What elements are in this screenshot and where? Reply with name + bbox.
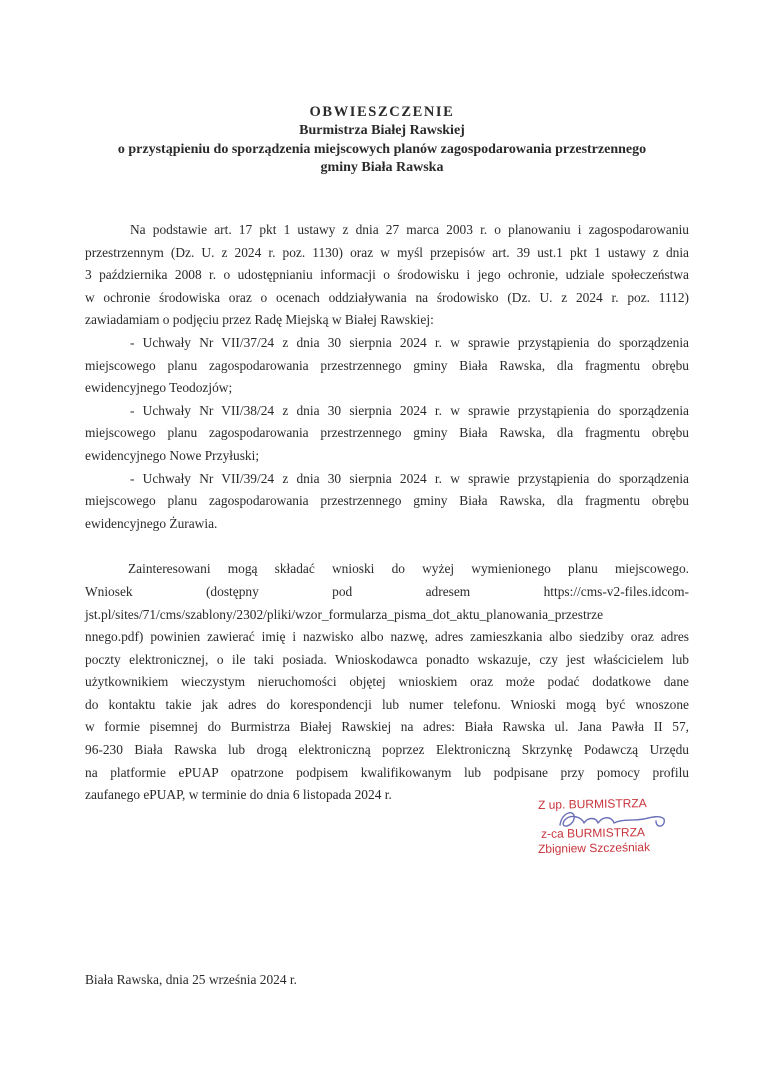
subject-line: o przystąpieniu do sporządzenia miejscowych planów zagospodarowania przestrzennego xyxy=(117,141,647,157)
resolution-line: miejscowego planu zagospodarowania przestrzennego gminy Biała Rawska, dla fragmentu obrębu xyxy=(85,425,689,441)
document-title: OBWIESZCZENIE xyxy=(309,104,455,120)
paragraph-line: Na podstawie art. 17 pkt 1 ustawy z dnia 27 marca 2003 r. o planowaniu i zagospodarowaniu xyxy=(130,222,689,237)
issuer-line: Burmistrza Białej Rawskiej xyxy=(299,123,465,138)
resolution-line: ewidencyjnego Żurawia. xyxy=(85,515,218,531)
paragraph-line: Wniosek (dostępny pod adresem https://cms-v2-files.idcom- xyxy=(85,583,689,599)
paragraph-line: 96-230 Biała Rawska lub drogą elektroniczną poprzez Elektroniczną Skrzynkę Podawczą Urzędu xyxy=(85,742,689,758)
paragraph-line: Zainteresowani mogą składać wnioski do wyżej wymienionego planu miejscowego. xyxy=(128,561,689,577)
paragraph-line: zawiadamiam o podjęciu przez Radę Miejską w Białej Rawskiej: xyxy=(85,312,434,328)
paragraph-line: jst.pl/sites/71/cms/szablony/2302/pliki/wzor_formularza_pisma_dot_aktu_planowania_przestrze xyxy=(85,606,604,622)
paragraph-line: w formie pisemnej do Burmistrza Białej Rawskiej na adres: Biała Rawska ul. Jana Pawła II 57, xyxy=(85,719,689,735)
paragraph-line: nnego.pdf) powinien zawierać imię i nazwisko albo nazwę, adres zamieszkania albo siedziby oraz adres xyxy=(85,629,689,645)
resolution-line: miejscowego planu zagospodarowania przestrzennego gminy Biała Rawska, dla fragmentu obrębu xyxy=(85,493,689,509)
paragraph-gap xyxy=(85,535,689,558)
subject-line-continued: gminy Biała Rawska xyxy=(320,160,444,175)
applications-paragraph xyxy=(85,558,689,807)
paragraph-line: do kontaktu takie jak adres do korespondencji lub numer telefonu. Wnioski mogą być wnoszone xyxy=(85,696,689,712)
paragraph-line: zaufanego ePUAP, w terminie do dnia 6 listopada 2024 r. xyxy=(85,787,392,803)
resolution-item xyxy=(85,332,689,400)
document-body xyxy=(85,219,689,807)
place-and-date: Biała Rawska, dnia 25 września 2024 r. xyxy=(85,972,297,987)
paragraph-line: na platformie ePUAP opatrzone podpisem kwalifikowanym lub podpisane przy pomocy profilu xyxy=(85,764,689,780)
document-header xyxy=(60,103,704,178)
resolution-line: ewidencyjnego Teodozjów; xyxy=(85,380,233,396)
signature-stamp xyxy=(512,797,687,865)
stamp-authorization-line: Z up. BURMISTRZA xyxy=(537,796,647,812)
stamp-deputy-line: z-ca BURMISTRZA xyxy=(540,825,646,841)
resolution-line: - Uchwały Nr VII/37/24 z dnia 30 sierpnia 2024 r. w sprawie przystąpienia do sporządzenia xyxy=(130,334,689,350)
paragraph-line: poczty elektronicznej, o ile taki posiada. Wnioskodawca ponadto wskazuje, czy jest właścicielem lub xyxy=(85,651,689,667)
paragraph-line: użytkownikiem wieczystym nieruchomości objętej wnioskiem oraz może podać dodatkowe dane xyxy=(85,674,689,690)
resolution-item xyxy=(85,468,689,536)
resolution-line: - Uchwały Nr VII/38/24 z dnia 30 sierpnia 2024 r. w sprawie przystąpienia do sporządzenia xyxy=(130,402,689,418)
resolution-line: - Uchwały Nr VII/39/24 z dnia 30 sierpnia 2024 r. w sprawie przystąpienia do sporządzenia xyxy=(130,470,689,486)
stamp-signatory-name: Zbigniew Szcześniak xyxy=(537,840,651,856)
paragraph-line: 3 października 2008 r. o udostępnianiu informacji o środowisku i jego ochronie, udziale społeczeństwa xyxy=(85,267,689,283)
resolution-line: miejscowego planu zagospodarowania przestrzennego gminy Biała Rawska, dla fragmentu obrębu xyxy=(85,357,689,373)
paragraph-line: w ochronie środowiska oraz o ocenach oddziaływania na środowisko (Dz. U. z 2024 r. poz. 1112) xyxy=(85,289,689,305)
resolution-line: ewidencyjnego Nowe Przyłuski; xyxy=(85,447,260,463)
paragraph-line: przestrzennym (Dz. U. z 2024 r. poz. 1130) oraz w myśl przepisów art. 39 ust.1 pkt 1 ustawy z dnia xyxy=(85,244,689,260)
resolution-item xyxy=(85,400,689,468)
legal-basis-paragraph xyxy=(85,219,689,332)
